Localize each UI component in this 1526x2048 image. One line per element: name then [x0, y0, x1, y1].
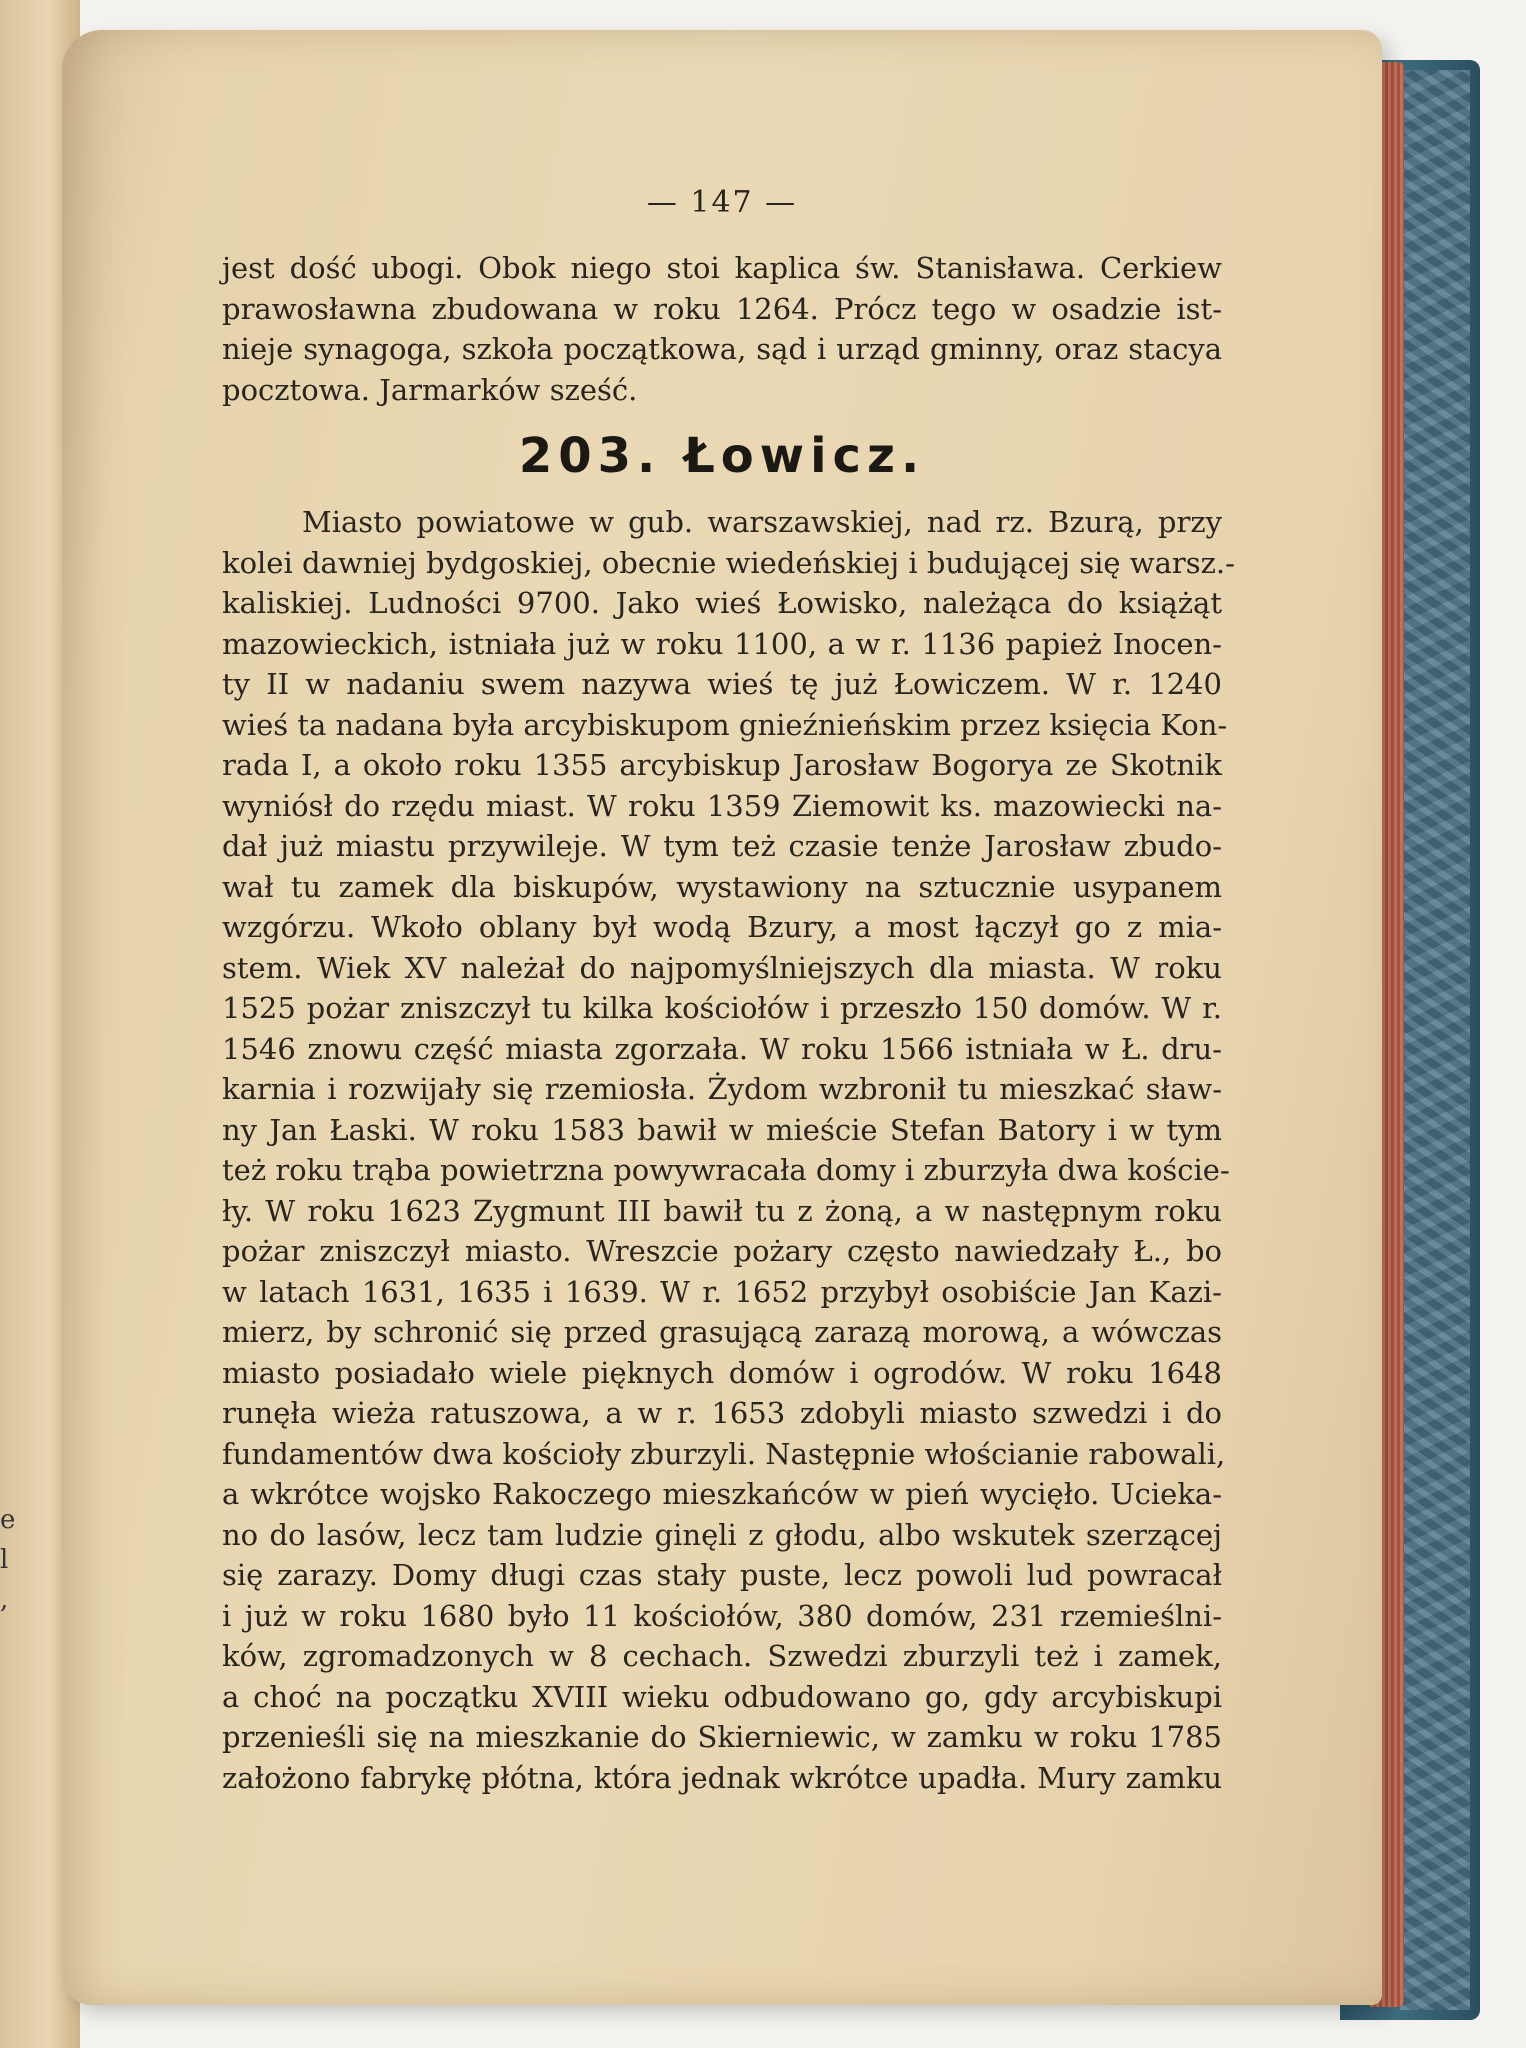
text-line: a wkrótce wojsko Rakoczego mieszkańców w pień wycięło. Ucieka- [222, 1477, 1222, 1511]
text-line: w latach 1631, 1635 i 1639. W r. 1652 przybył osobiście Jan Kazi- [222, 1274, 1222, 1309]
text-line: pocztowa. Jarmarków sześć. [222, 372, 638, 407]
fragment-1: e [0, 1505, 16, 1535]
text-line: ły. W roku 1623 Zygmunt III bawił tu z żoną, a w następnym roku [222, 1193, 1222, 1228]
fragment-2: l [0, 1545, 9, 1575]
text-line: 1525 pożar zniszczył tu kilka kościołów i przeszło 150 domów. W r. [222, 991, 1222, 1025]
text-line: i już w roku 1680 było 11 kościołów, 380 domów, 231 rzemieślni- [222, 1598, 1222, 1633]
text-line: założono fabrykę płótna, która jednak wkrótce upadła. Mury zamku [222, 1760, 1222, 1795]
text-line: rada I, a około roku 1355 arcybiskup Jarosław Bogorya ze Skotnik [222, 748, 1222, 782]
text-line: karnia i rozwijały się rzemiosła. Żydom wzbronił tu mieszkać sław- [222, 1072, 1222, 1106]
text-line: a choć na początku XVIII wieku odbudowano go, gdy arcybiskupi [222, 1679, 1222, 1714]
text-line: ków, zgromadzonych w 8 cechach. Szwedzi zburzyli też i zamek, [222, 1639, 1222, 1673]
previous-page-text-fragments [0, 1500, 20, 1900]
text-line: runęła wieża ratuszowa, a w r. 1653 zdobyli miasto szwedzi i do [222, 1396, 1222, 1430]
body-paragraph [222, 502, 1235, 1798]
page-number: — 147 — [646, 185, 798, 220]
text-line: prawosławna zbudowana w roku 1264. Prócz tego w osadzie ist- [222, 291, 1222, 326]
text-line: wyniósł do rzędu miast. W roku 1359 Ziemowit ks. mazowiecki na- [222, 788, 1222, 823]
text-line: 1546 znowu część miasta zgorzała. W roku 1566 istniała w Ł. dru- [222, 1031, 1222, 1066]
fragment-3: , [0, 1585, 9, 1615]
text-line: kolei dawniej bydgoskiej, obecnie wiedeńskiej i budującej się warsz.- [222, 545, 1235, 580]
text-line: dał już miastu przywileje. W tym też czasie tenże Jarosław zbudo- [222, 829, 1222, 863]
text-line: Miasto powiatowe w gub. warszawskiej, nad rz. Bzurą, przy [302, 505, 1222, 539]
text-line: mazowieckich, istniała już w roku 1100, a w r. 1136 papież Inocen- [222, 626, 1222, 661]
text-line: wał tu zamek dla biskupów, wystawiony na sztucznie usypanem [222, 869, 1222, 904]
text-line: jest dość ubogi. Obok niego stoi kaplica św. Stanisława. Cerkiew [222, 251, 1222, 285]
text-line: ny Jan Łaski. W roku 1583 bawił w mieście Stefan Batory i w tym [222, 1112, 1222, 1147]
book-page [62, 30, 1382, 2005]
text-line: miasto posiadało wiele pięknych domów i ogrodów. W roku 1648 [222, 1355, 1222, 1390]
text-line: no do lasów, lecz tam ludzie ginęli z głodu, albo wskutek szerzącej [222, 1517, 1222, 1552]
text-line: fundamentów dwa kościoły zburzyli. Następnie włościanie rabowali, [222, 1436, 1226, 1471]
text-line: pożar zniszczył miasto. Wreszcie pożary często nawiedzały Ł., bo [222, 1234, 1222, 1268]
text-line: wzgórzu. Wkoło oblany był wodą Bzury, a most łączył go z mia- [222, 910, 1222, 944]
text-line: wieś ta nadana była arcybiskupom gnieźnieńskim przez księcia Kon- [222, 707, 1228, 742]
text-line: stem. Wiek XV należał do najpomyślniejszych dla miasta. W roku [222, 950, 1222, 985]
text-line: nieje synagoga, szkoła początkowa, sąd i urząd gminny, oraz stacya [222, 332, 1222, 366]
text-line: mierz, by schronić się przed grasującą zarazą morową, a wówczas [222, 1315, 1222, 1349]
text-line: kaliskiej. Ludności 9700. Jako wieś Łowisko, należąca do książąt [222, 586, 1222, 620]
intro-paragraph [222, 248, 1222, 410]
page-content [222, 185, 1235, 1798]
section-heading: 203. Łowicz. [518, 428, 926, 484]
text-line: też roku trąba powietrzna powywracała domy i zburzyła dwa koście- [222, 1153, 1230, 1187]
marbled-board [1400, 70, 1470, 2010]
text-line: się zarazy. Domy długi czas stały puste, lecz powoli lud powracał [222, 1558, 1222, 1592]
text-line: przenieśli się na mieszkanie do Skierniewic, w zamku w roku 1785 [222, 1720, 1222, 1754]
text-line: ty II w nadaniu swem nazywa wieś tę już Łowiczem. W r. 1240 [222, 667, 1222, 701]
